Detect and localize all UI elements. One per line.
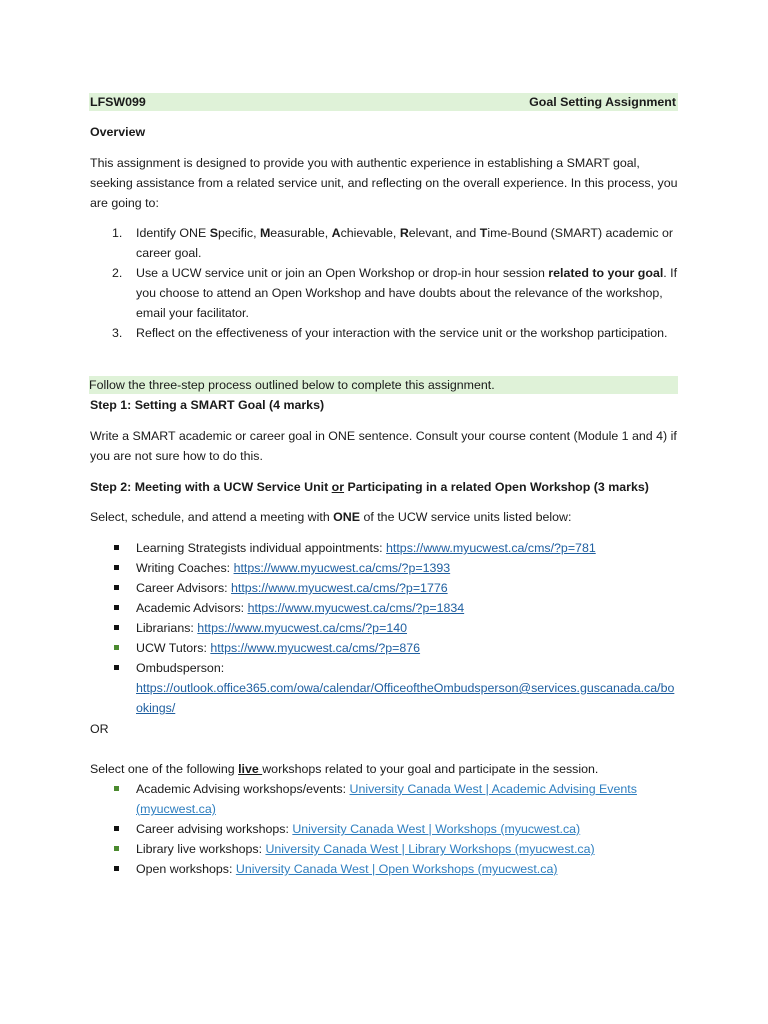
select-text: of the UCW service units listed below: [360, 510, 572, 524]
step-letter: M [259, 226, 271, 240]
unit-link[interactable]: https://www.myucwest.ca/cms/?p=1393 [233, 561, 451, 575]
step-text: elevant, and [408, 226, 480, 240]
list-item [90, 658, 680, 718]
unit-link[interactable]: https://outlook.office365.com/owa/calendar/OfficeoftheOmbudsperson@services.guscanada.ca/bookings/ [136, 681, 675, 715]
follow-note: Follow the three-step process outlined below to complete this assignment. [89, 376, 678, 394]
step-text: easurable, [270, 226, 332, 240]
bullet-icon [114, 786, 119, 791]
step-letter: T [479, 226, 488, 240]
live-instruction [90, 759, 680, 779]
unit-label: Career Advisors: [136, 581, 232, 595]
or-separator: OR [90, 722, 109, 736]
step-text: Use a UCW service unit or join an Open Workshop or drop-in hour session [136, 266, 549, 280]
step-text: . If you choose to attend an Open Workshop and have doubts about the relevance of the workshop, email your facilitator. [136, 266, 678, 320]
course-code: LFSW099 [90, 95, 146, 109]
workshop-link[interactable]: University Canada West | Academic Advising Events (myucwest.ca) [136, 782, 637, 816]
unit-label: Ombudsperson: [136, 661, 225, 675]
live-emphasis: live [238, 762, 263, 776]
step-number: 3. [112, 326, 123, 340]
bullet-icon [114, 605, 119, 610]
step-text: ime-Bound (SMART) academic or career goal. [136, 226, 674, 260]
bullet-icon [114, 585, 119, 590]
overview-intro: This assignment is designed to provide you with authentic experience in establishing a SMART goal, seeking assistance from a related service unit, and reflecting on the overall experience. In this process, you are going to: [90, 156, 678, 210]
step-letter: R [399, 226, 409, 240]
bullet-icon [114, 866, 119, 871]
list-item [90, 638, 680, 658]
step2-heading-text: Step 2: Meeting with a UCW Service Unit [90, 480, 332, 494]
bullet-icon [114, 565, 119, 570]
list-item [90, 779, 680, 819]
step2-heading-text: Participating in a related Open Workshop (3 marks) [344, 480, 649, 494]
workshop-link[interactable]: University Canada West | Library Workshops (myucwest.ca) [265, 842, 595, 856]
unit-label: UCW Tutors: [136, 641, 211, 655]
workshops-list [90, 779, 680, 879]
workshop-label: Library live workshops: [136, 842, 266, 856]
workshop-label: Open workshops: [136, 862, 236, 876]
overview-heading: Overview [90, 125, 146, 139]
document-header [89, 93, 678, 111]
unit-link[interactable]: https://www.myucwest.ca/cms/?p=140 [197, 621, 407, 635]
step-number: 1. [112, 226, 123, 240]
step-letter: S [209, 226, 218, 240]
unit-link[interactable]: https://www.myucwest.ca/cms/?p=1834 [247, 601, 465, 615]
unit-link[interactable]: https://www.myucwest.ca/cms/?p=781 [386, 541, 596, 555]
step-text: Reflect on the effectiveness of your interaction with the service unit or the workshop participation. [136, 326, 668, 340]
bullet-icon [114, 625, 119, 630]
step2-heading [90, 477, 680, 497]
select-instruction [90, 507, 680, 527]
unit-link[interactable]: https://www.myucwest.ca/cms/?p=876 [210, 641, 421, 655]
unit-label: Learning Strategists individual appointments: [136, 541, 387, 555]
step-text: Identify ONE [136, 226, 210, 240]
step-text: chievable, [340, 226, 400, 240]
list-item [90, 223, 680, 263]
select-text: Select, schedule, and attend a meeting with [90, 510, 334, 524]
unit-label: Librarians: [136, 621, 198, 635]
list-item [90, 323, 680, 343]
list-item [90, 538, 680, 558]
step2-heading-or: or [331, 480, 345, 494]
list-item [90, 839, 680, 859]
step1-body: Write a SMART academic or career goal in ONE sentence. Consult your course content (Module 1 and 4) if you are not sure how to do this. [90, 429, 677, 463]
list-item [90, 618, 680, 638]
step-number: 2. [112, 266, 123, 280]
bullet-icon [114, 665, 119, 670]
step-letter: A [331, 226, 341, 240]
service-units-list [90, 538, 680, 718]
workshop-link[interactable]: University Canada West | Workshops (myucwest.ca) [292, 822, 581, 836]
step1-heading: Step 1: Setting a SMART Goal (4 marks) [90, 398, 325, 412]
step-text: pecific, [217, 226, 260, 240]
list-item [90, 263, 680, 323]
bullet-icon [114, 846, 119, 851]
list-item [90, 598, 680, 618]
unit-label: Academic Advisors: [136, 601, 248, 615]
unit-link[interactable]: https://www.myucwest.ca/cms/?p=1776 [231, 581, 448, 595]
unit-label: Writing Coaches: [136, 561, 234, 575]
list-item [90, 859, 680, 879]
bullet-icon [114, 826, 119, 831]
live-text: workshops related to your goal and participate in the session. [262, 762, 599, 776]
steps-list [90, 223, 680, 343]
step-emphasis: related to your goal [548, 266, 664, 280]
bullet-icon [114, 645, 119, 650]
bullet-icon [114, 545, 119, 550]
live-text: Select one of the following [90, 762, 239, 776]
workshop-link[interactable]: University Canada West | Open Workshops (myucwest.ca) [235, 862, 558, 876]
workshop-label: Career advising workshops: [136, 822, 293, 836]
assignment-title: Goal Setting Assignment [529, 95, 676, 109]
list-item [90, 558, 680, 578]
list-item [90, 819, 680, 839]
workshop-label: Academic Advising workshops/events: [136, 782, 350, 796]
select-emphasis: ONE [333, 510, 361, 524]
list-item [90, 578, 680, 598]
